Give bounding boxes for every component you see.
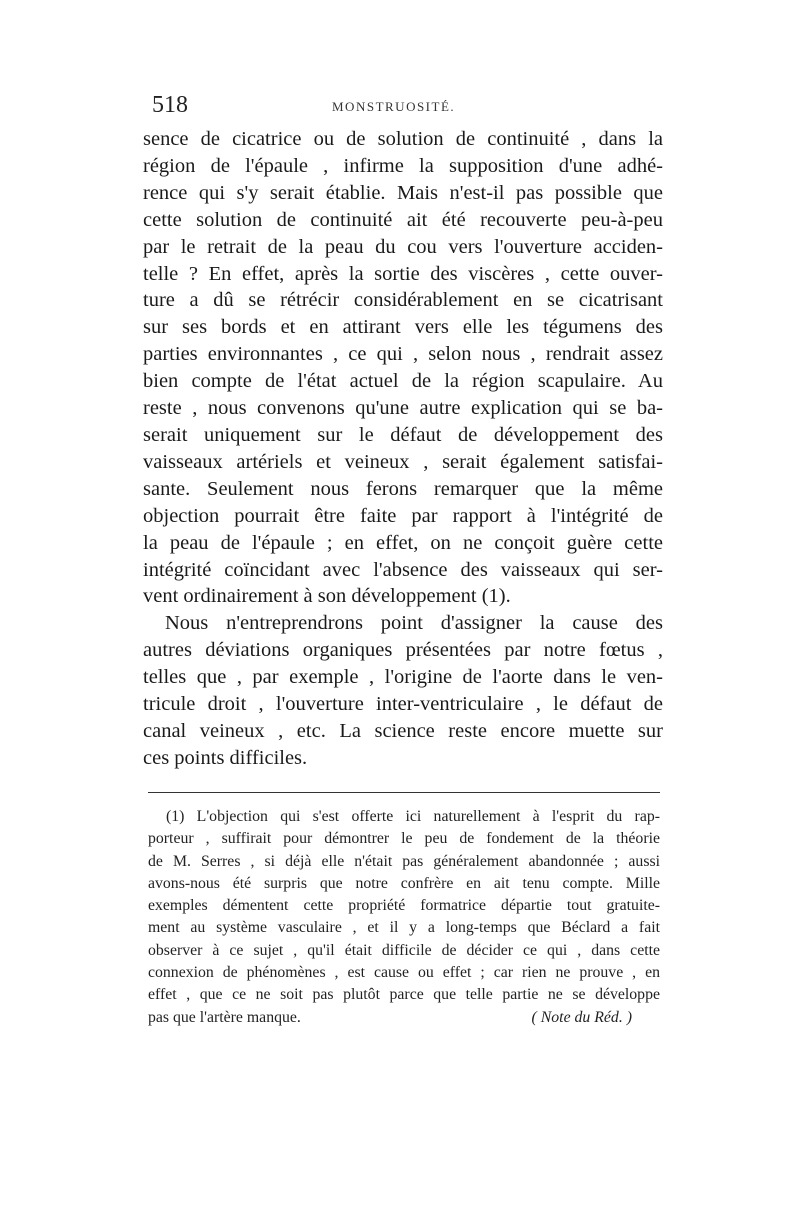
footnote-line: de M. Serres , si déjà elle n'était pas généralement abandonnée ; aussi (148, 852, 660, 870)
text-line: objection pourrait être faite par rapport à l'intégrité de (143, 504, 663, 527)
text-line: parties environnantes , ce qui , selon nous , rendrait assez (143, 343, 663, 366)
text-line: canal veineux , etc. La science reste encore muette sur (143, 719, 663, 742)
editor-signature: ( Note du Réd. ) (531, 1008, 632, 1026)
text-line: vaisseaux artériels et veineux , serait également satisfai- (143, 450, 663, 473)
text-line: Nous n'entreprendrons point d'assigner la cause des (165, 612, 663, 635)
text-line: telle ? En effet, après la sortie des viscères , cette ouver- (143, 262, 663, 285)
text-line: région de l'épaule , infirme la supposition d'une adhé- (143, 154, 663, 177)
footnote-separator (148, 792, 660, 793)
footnote-last-text: pas que l'artère manque. (148, 1008, 301, 1026)
text-line: reste , nous convenons qu'une autre explication qui se ba- (143, 397, 663, 420)
footnote-line: connexion de phénomènes , est cause ou effet ; car rien ne prouve , en (148, 964, 660, 982)
text-line: sence de cicatrice ou de solution de continuité , dans la (143, 128, 663, 150)
text-line: rence qui s'y serait établie. Mais n'est-il pas possible que (143, 181, 663, 204)
body-text (143, 126, 663, 772)
footnote-line: (1) L'objection qui s'est offerte ici naturellement à l'esprit du rap- (166, 808, 660, 825)
text-line: intégrité coïncidant avec l'absence des vaisseaux qui ser- (143, 558, 663, 581)
text-line: bien compte de l'état actuel de la région scapulaire. Au (143, 370, 663, 393)
text-line: autres déviations organiques présentées par notre fœtus , (143, 639, 663, 662)
running-title: MONSTRUOSITÉ. (332, 99, 456, 114)
footnote-line (148, 1007, 660, 1029)
running-header (152, 92, 662, 120)
page-number: 518 (152, 92, 188, 118)
text-line: cette solution de continuité ait été recouverte peu-à-peu (143, 208, 663, 231)
text-line: serait uniquement sur le défaut de développement des (143, 423, 663, 446)
text-line: ture a dû se rétrécir considérablement en se cicatrisant (143, 289, 663, 312)
footnote-line: ment au système vasculaire , et il y a long-temps que Béclard a fait (148, 919, 660, 937)
text-line: sante. Seulement nous ferons remarquer que la même (143, 477, 663, 500)
text-line: la peau de l'épaule ; en effet, on ne conçoit guère cette (143, 531, 663, 554)
text-line: vent ordinairement à son développement (1). (143, 585, 511, 608)
text-line: sur ses bords et en attirant vers elle les tégumens des (143, 316, 663, 339)
text-line: telles que , par exemple , l'origine de l'aorte dans le ven- (143, 666, 663, 689)
footnote-line: effet , que ce ne soit pas plutôt parce que telle partie ne se développe (148, 986, 660, 1004)
text-line: ces points difficiles. (143, 746, 308, 769)
text-line: tricule droit , l'ouverture inter-ventriculaire , le défaut de (143, 693, 663, 716)
footnote-line: exemples démentent cette propriété formatrice départie tout gratuite- (148, 897, 660, 915)
text-line: par le retrait de la peau du cou vers l'ouverture acciden- (143, 235, 663, 258)
footnote-line: avons-nous été surpris que notre confrère en ait tenu compte. Mille (148, 874, 660, 892)
footnote-line: observer à ce sujet , qu'il était difficile de décider ce qui , dans cette (148, 941, 660, 959)
footnote-line: porteur , suffirait pour démontrer le peu de fondement de la théorie (148, 830, 660, 848)
footnote (148, 806, 660, 1029)
